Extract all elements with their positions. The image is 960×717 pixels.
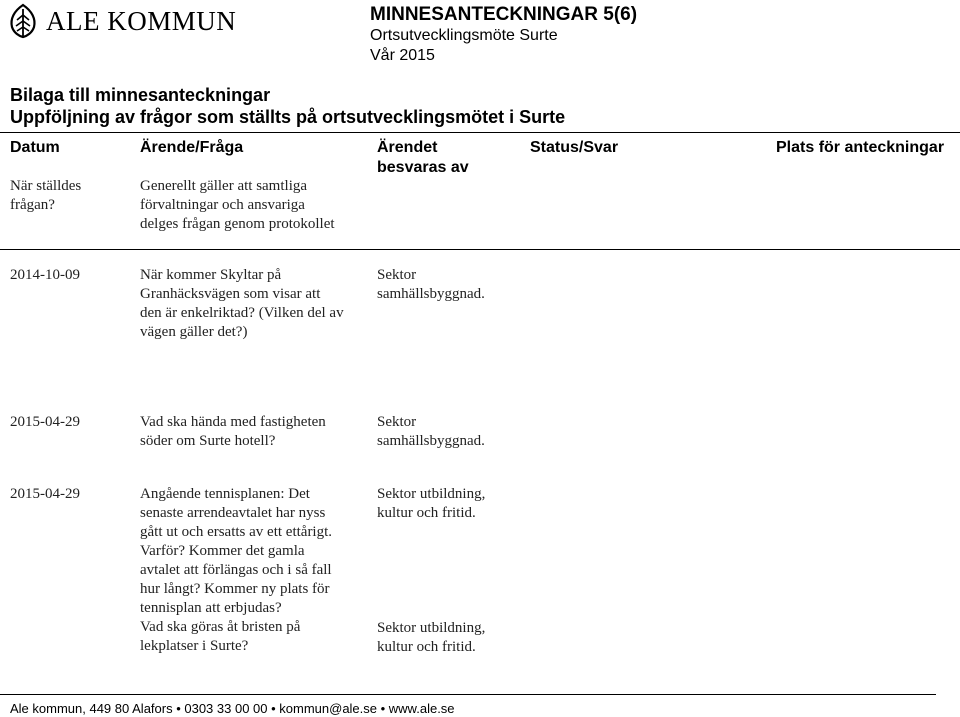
column-header-arende: Ärende/Fråga <box>140 139 244 156</box>
column-header-plats: Plats för anteckningar <box>776 139 945 156</box>
table-header-rule <box>0 249 960 250</box>
column-header-besvaras: Ärendet besvaras av <box>377 139 469 176</box>
table-top-rule <box>0 132 960 133</box>
document-title: MINNESANTECKNINGAR 5(6) <box>370 4 638 25</box>
meeting-period: Vår 2015 <box>370 47 435 64</box>
meeting-name: Ortsutvecklingsmöte Surte <box>370 27 558 44</box>
column-header-datum: Datum <box>10 139 60 156</box>
row-1-responder: Sektor samhällsbyggnad. <box>377 267 485 302</box>
row-3-question: Angående tennisplanen: Det senaste arrendeavtalet har nyss gått ut och ersatts av ett ettårigt. Varför? Kommer det gamla avtalet att förlängas och i så fall hur långt? Kommer ny plats för tennisplan att erbjudas? Vad ska göras åt bristen på lekplatser i Surte? <box>140 486 333 654</box>
page-heading <box>10 84 565 128</box>
footer-rule <box>0 694 936 695</box>
column-subheader-datum: När ställdes frågan? <box>10 178 82 213</box>
logo-text: ALE KOMMUN <box>46 5 237 36</box>
row-1-date: 2014-10-09 <box>10 267 80 283</box>
row-3-date: 2015-04-29 <box>10 486 80 502</box>
leaf-emblem-icon <box>6 3 40 39</box>
row-2-responder: Sektor samhällsbyggnad. <box>377 414 485 449</box>
column-subheader-arende: Generellt gäller att samtliga förvaltningar och ansvariga delges frågan genom protokollet <box>140 178 335 232</box>
heading-line-2: Uppföljning av frågor som ställts på ortsutvecklingsmötet i Surte <box>10 107 566 127</box>
column-header-status: Status/Svar <box>530 139 619 156</box>
ale-kommun-logo <box>6 3 236 39</box>
row-3-responder-1: Sektor utbildning, kultur och fritid. <box>377 486 486 521</box>
document-header <box>370 4 637 66</box>
row-2-date: 2015-04-29 <box>10 414 80 430</box>
row-1-question: När kommer Skyltar på Granhäcksvägen som visar att den är enkelriktad? (Vilken del av vägen gäller det?) <box>140 267 344 340</box>
row-3-responder-2: Sektor utbildning, kultur och fritid. <box>377 620 486 655</box>
row-2-question: Vad ska hända med fastigheten söder om Surte hotell? <box>140 414 326 449</box>
footer-contact: Ale kommun, 449 80 Alafors • 0303 33 00 00 • kommun@ale.se • www.ale.se <box>10 701 455 716</box>
heading-line-1: Bilaga till minnesanteckningar <box>10 85 271 105</box>
